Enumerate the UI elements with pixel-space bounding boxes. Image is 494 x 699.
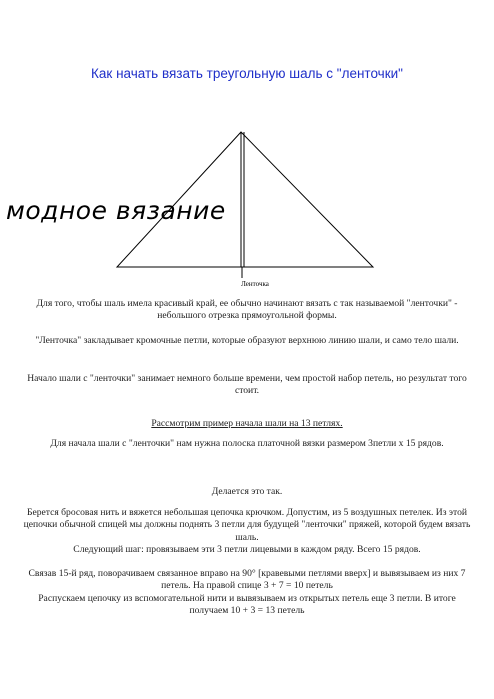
watermark-logo: модное вязание	[6, 196, 226, 225]
paragraph-result: Начало шали с "ленточки" занимает немного больше времени, чем простой набор петель, но результат того стоит.	[27, 373, 467, 397]
paragraph-strip-size: Для начала шали с "ленточки" нам нужна полоска платочной вязки размером 3петли х 15 рядов.	[50, 438, 444, 449]
paragraph-example-heading: Рассмотрим пример начала шали на 13 петлях.	[151, 418, 343, 429]
paragraph-intro: Для того, чтобы шаль имела красивый край, ее обычно начинают вязать с так называемой "ленточки" - небольшого отрезка прямоугольной формы.	[36, 298, 458, 322]
paragraph-step-rows: Следующий шаг: провязываем эти 3 петли лицевыми в каждом ряду. Всего 15 рядов.	[73, 544, 421, 555]
paragraph-step-unravel: Распускаем цепочку из вспомогательной нити и вывязываем из открытых петель еще 3 петли. В итоге получаем 10 + 3 = 13 петель	[38, 593, 456, 617]
paragraph-how: Делается это так.	[211, 486, 283, 497]
paragraph-step-turn: Связав 15-й ряд, поворачиваем связанное вправо на 90° [кравевыми петлями вверх] и вывязываем из них 7 петель. На правой спице 3 + 7 = 10 петель	[28, 568, 466, 592]
page-title: Как начать вязать треугольную шаль с "ленточки"	[91, 66, 403, 81]
paragraph-ribbon-def: "Ленточка" закладывает кромочные петли, которые образуют верхнюю линию шали, и само тело шали.	[35, 335, 459, 346]
ribbon-label: Ленточка	[241, 280, 269, 288]
paragraph-step-chain: Берется бросовая нить и вяжется небольшая цепочка крючком. Допустим, из 5 воздушных петелек. Из этой цепочки обычной спицей мы должны поднять 3 петли для будущей "ленточки" пряжей, которой будем вязать шаль.	[23, 507, 471, 543]
